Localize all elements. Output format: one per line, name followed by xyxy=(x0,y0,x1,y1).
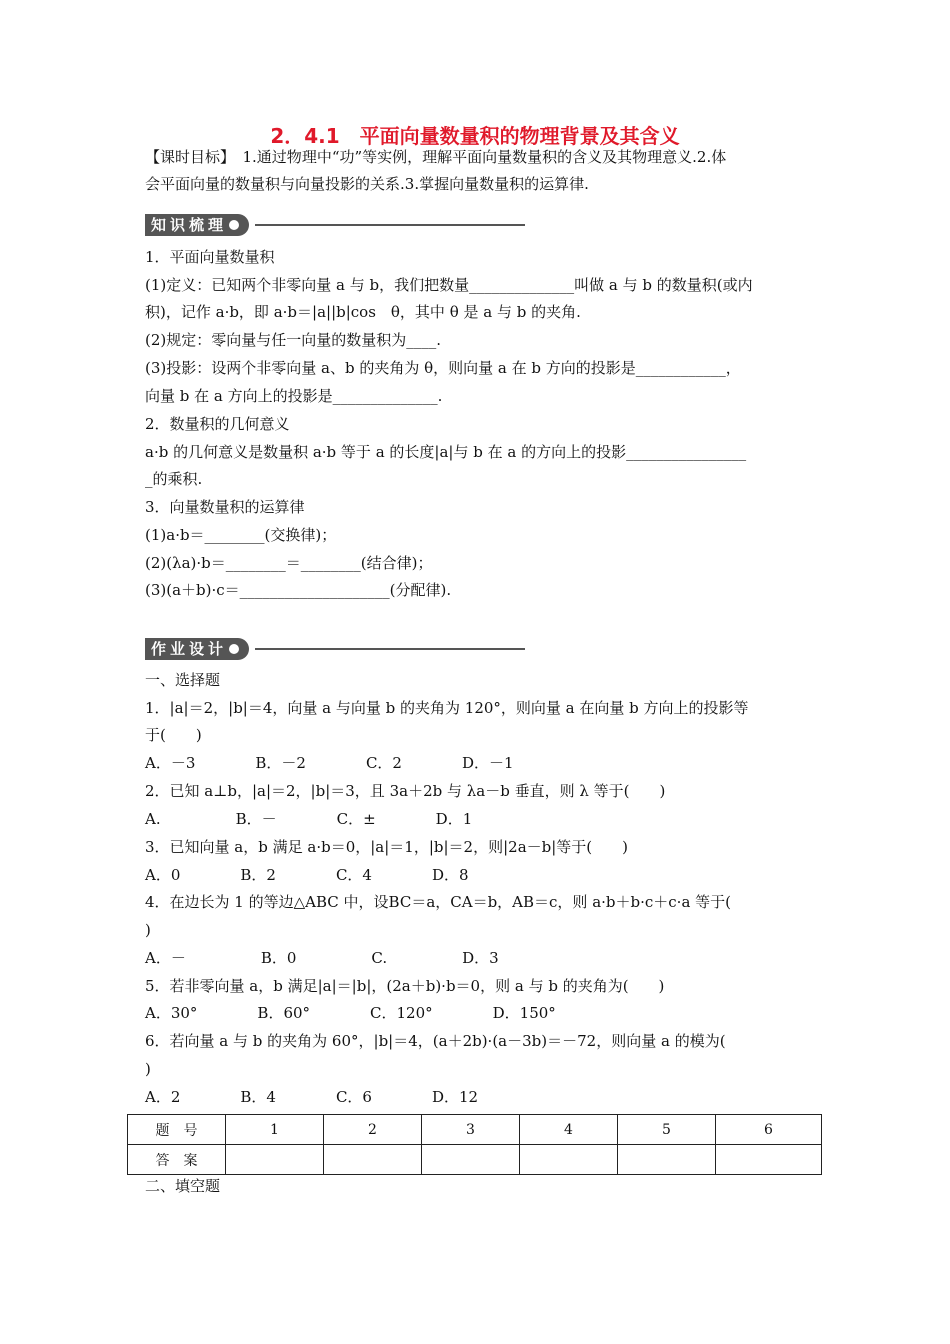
text-line: (3)(a＋b)·c＝____________________(分配律). xyxy=(145,581,452,599)
text-line: (2)(λa)·b＝________＝________(结合律)； xyxy=(145,554,433,572)
text-line: ) xyxy=(145,1060,151,1078)
table-cell: 5 xyxy=(618,1115,716,1145)
table-cell: 1 xyxy=(226,1115,324,1145)
question-5: 5．若非零向量 a，b 满足|a|＝|b|，(2a＋b)·b＝0，则 a 与 b 的夹角为( ) xyxy=(145,977,665,995)
table-header: 答 案 xyxy=(128,1145,226,1175)
question-2: 2．已知 a⊥b，|a|＝2，|b|＝3，且 3a＋2b 与 λa－b 垂直，则 λ 等于( ) xyxy=(145,782,666,800)
answer-cell[interactable] xyxy=(716,1145,822,1175)
text-line: 1．平面向量数量积 xyxy=(145,248,275,266)
text-line: 于( ) xyxy=(145,726,202,744)
answer-cell[interactable] xyxy=(226,1145,324,1175)
objective-line-1: 【课时目标】 1.通过物理中“功”等实例，理解平面向量数量积的含义及其物理意义.2.体 xyxy=(145,148,727,166)
section-title-fill-in: 二、填空题 xyxy=(145,1177,221,1195)
text-line: _的乘积. xyxy=(145,470,203,488)
section-label: 知识梳理 xyxy=(151,216,228,234)
table-cell: 3 xyxy=(422,1115,520,1145)
question-3: 3．已知向量 a，b 满足 a·b＝0，|a|＝1，|b|＝2，则|2a－b|等于( ) xyxy=(145,838,628,856)
text-line: 向量 b 在 a 方向上的投影是______________. xyxy=(145,387,443,405)
options-6: A．2 B．4 C．6 D．12 xyxy=(145,1088,479,1106)
bullet-icon xyxy=(229,644,239,654)
text-line: a·b 的几何意义是数量积 a·b 等于 a 的长度|a|与 b 在 a 的方向上的投影________________ xyxy=(145,443,747,461)
section-label: 作业设计 xyxy=(151,640,228,658)
answer-cell[interactable] xyxy=(422,1145,520,1175)
section-header-knowledge xyxy=(145,214,525,236)
text-line: 积)，记作 a·b，即 a·b＝|a||b|cos θ，其中 θ 是 a 与 b 的夹角. xyxy=(145,303,581,321)
text-line: 3．向量数量积的运算律 xyxy=(145,498,305,516)
answer-table xyxy=(127,1114,822,1175)
section-header-homework xyxy=(145,638,525,660)
table-cell: 2 xyxy=(324,1115,422,1145)
text-line: (1)a·b＝________(交换律)； xyxy=(145,526,337,544)
divider xyxy=(255,224,525,226)
options-2: A. B．－ C．± D．1 xyxy=(145,810,473,828)
text-line: ) xyxy=(145,921,151,939)
bullet-icon xyxy=(229,220,239,230)
table-header: 题 号 xyxy=(128,1115,226,1145)
options-5: A．30° B．60° C．120° D．150° xyxy=(145,1004,556,1022)
options-3: A．0 B．2 C．4 D．8 xyxy=(145,866,469,884)
text-line: 2．数量积的几何意义 xyxy=(145,415,290,433)
answer-cell[interactable] xyxy=(324,1145,422,1175)
page-title: 2．4.1 平面向量数量积的物理背景及其含义 xyxy=(270,124,680,148)
text-line: 一、选择题 xyxy=(145,671,221,689)
question-4: 4．在边长为 1 的等边△ABC 中，设BC＝a，CA＝b，AB＝c，则 a·b＋b·c＋c·a 等于( xyxy=(145,893,732,911)
text-line: (3)投影：设两个非零向量 a、b 的夹角为 θ，则向量 a 在 b 方向的投影是____________， xyxy=(145,359,741,377)
answer-cell[interactable] xyxy=(618,1145,716,1175)
question-6: 6．若向量 a 与 b 的夹角为 60°，|b|＝4，(a＋2b)·(a－3b)＝－72，则向量 a 的模为( xyxy=(145,1032,726,1050)
table-cell: 4 xyxy=(520,1115,618,1145)
text-line: (1)定义：已知两个非零向量 a 与 b，我们把数量______________叫做 a 与 b 的数量积(或内 xyxy=(145,276,753,294)
options-1: A．－3 B．－2 C．2 D．－1 xyxy=(145,754,514,772)
options-4: A．－ B．0 C. D．3 xyxy=(145,949,499,967)
text-line: (2)规定：零向量与任一向量的数量积为____. xyxy=(145,331,442,349)
question-1: 1．|a|＝2，|b|＝4，向量 a 与向量 b 的夹角为 120°，则向量 a 在向量 b 方向上的投影等 xyxy=(145,699,749,717)
divider xyxy=(255,648,525,650)
answer-cell[interactable] xyxy=(520,1145,618,1175)
table-cell: 6 xyxy=(716,1115,822,1145)
objective-line-2: 会平面向量的数量积与向量投影的关系.3.掌握向量数量积的运算律. xyxy=(145,175,589,193)
